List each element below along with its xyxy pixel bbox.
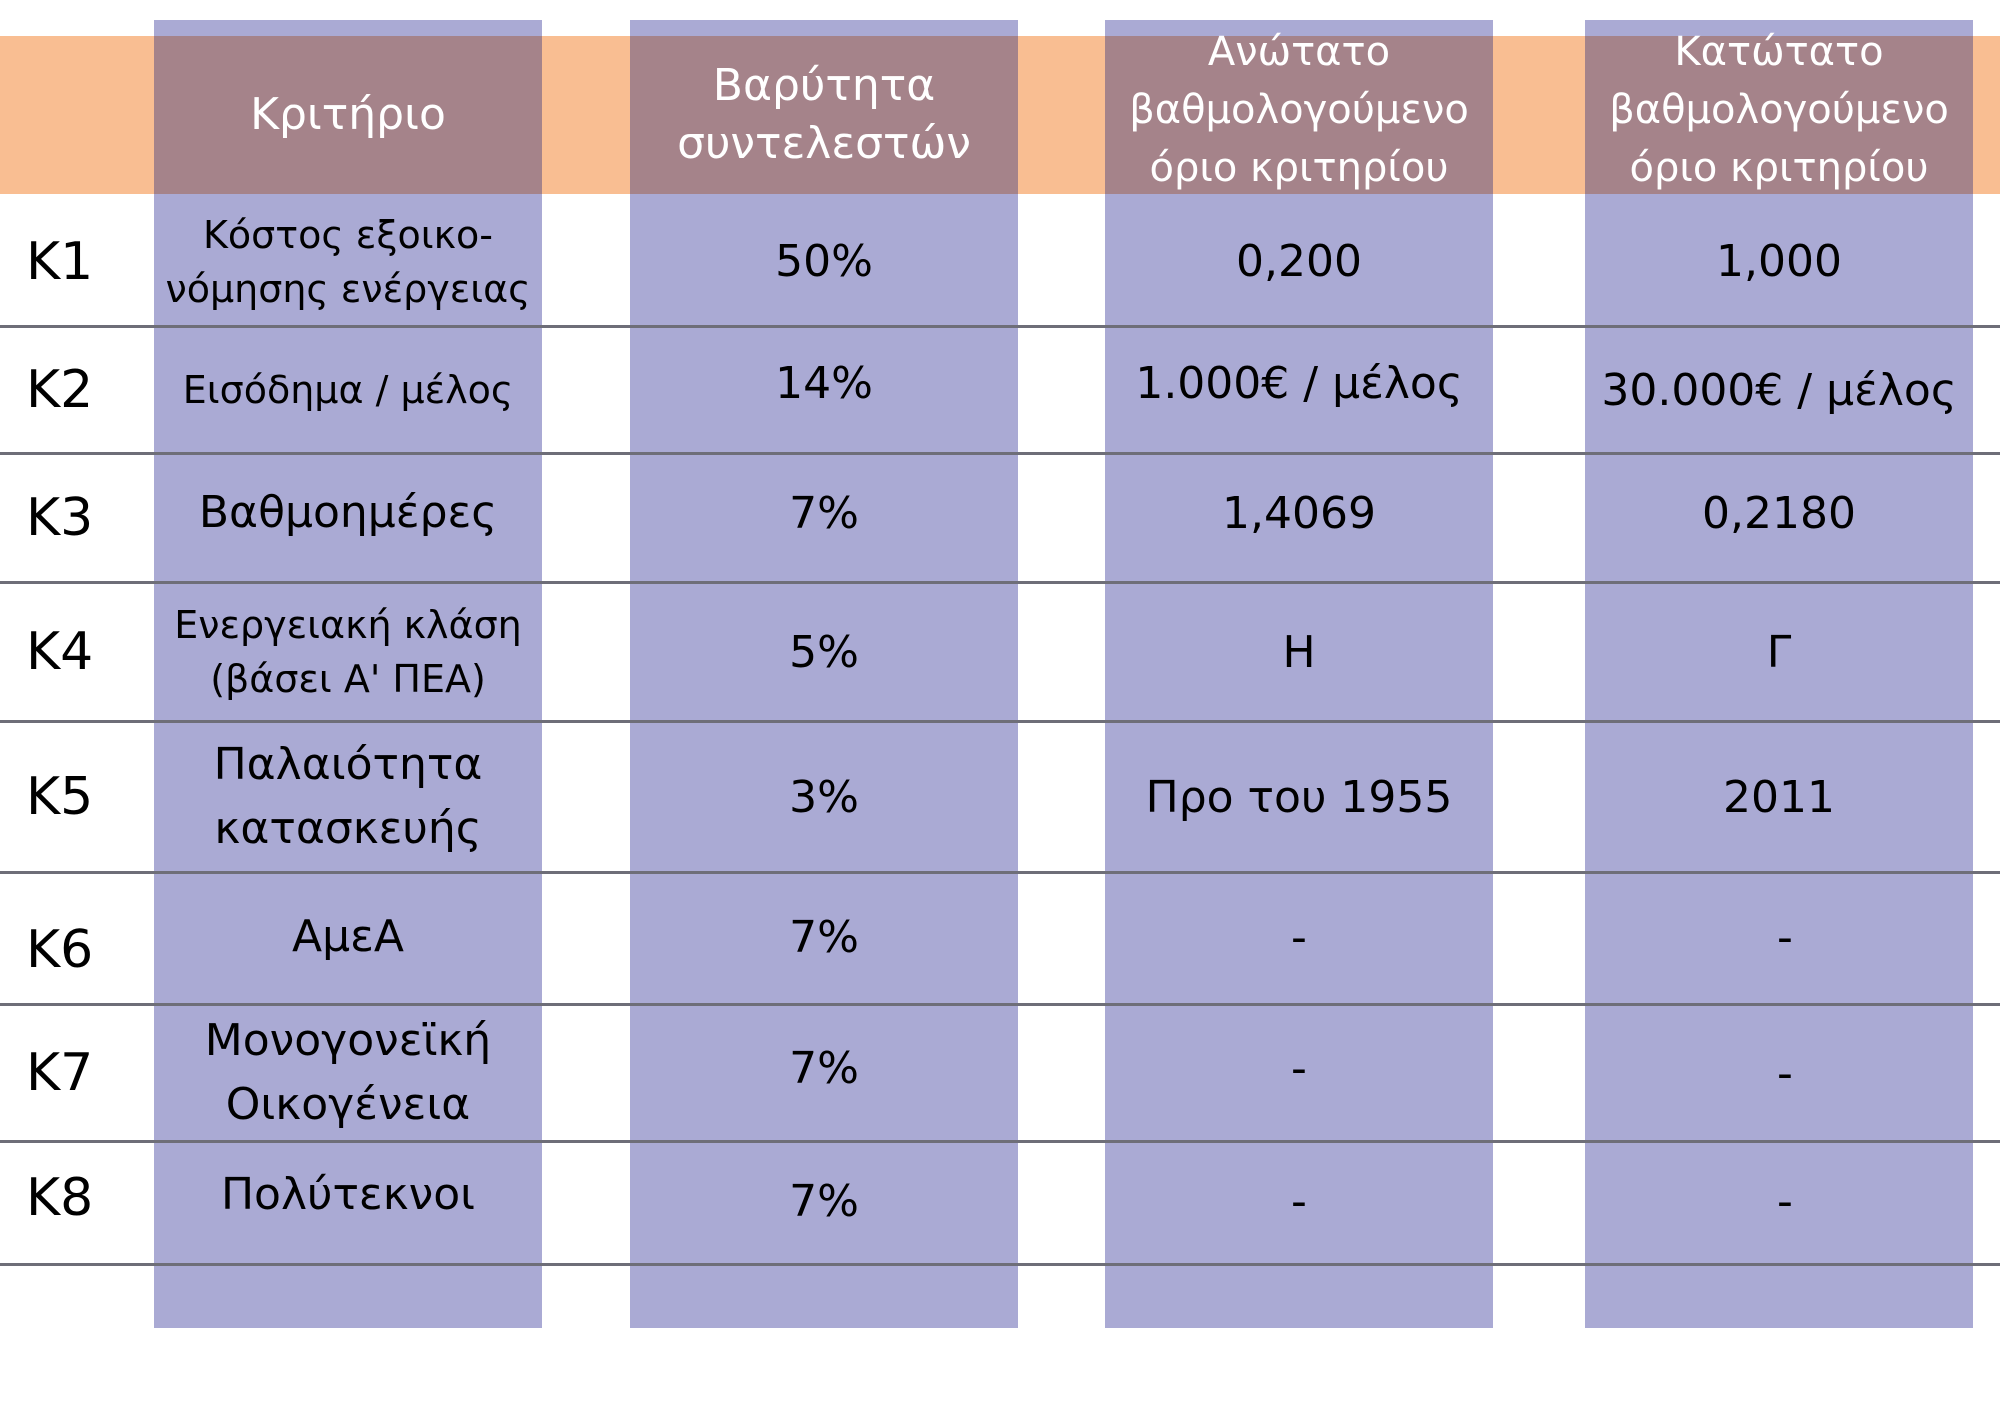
criterion-code: K7 [26, 1043, 94, 1103]
criterion-name: Παλαιότητα κατασκευής [213, 739, 483, 854]
lower-limit-value: 1,000 [1716, 236, 1842, 287]
criterion-weight: 5% [789, 626, 859, 678]
criterion-code: K6 [26, 920, 94, 980]
row-divider [0, 1263, 2000, 1266]
lower-limit-value: - [1777, 1175, 1793, 1227]
criterion-code: K8 [26, 1168, 94, 1228]
criterion-name: Ενεργειακή κλάση (βάσει Α' ΠΕΑ) [174, 603, 522, 701]
upper-limit-value: - [1291, 1175, 1307, 1227]
criterion-weight: 7% [789, 1175, 859, 1227]
upper-limit-value: 0,200 [1236, 236, 1362, 287]
criterion-name: ΑμεΑ [292, 911, 404, 962]
criterion-weight: 50% [775, 236, 873, 287]
criterion-name: Εισόδημα / μέλος [182, 368, 514, 412]
criterion-name: Μονογονεϊκή Οικογένεια [204, 1015, 492, 1130]
criterion-weight: 14% [775, 357, 873, 409]
lower-limit-value: - [1777, 1047, 1793, 1099]
lower-limit-header: Κατώτατο βαθμολογούμενο όριο κριτηρίου [1609, 29, 1949, 191]
lower-limit-value: 2011 [1723, 771, 1835, 823]
lower-limit-value: Γ [1766, 626, 1792, 678]
criterion-code: K4 [26, 622, 94, 682]
weight-header: Βαρύτητα συντελεστών [677, 60, 971, 169]
criterion-name: Κόστος εξοικο-νόμησης ενέργειας [165, 212, 531, 311]
upper-limit-value: Προ του 1955 [1145, 771, 1453, 823]
upper-limit-header: Ανώτατο βαθμολογούμενο όριο κριτηρίου [1129, 29, 1469, 191]
criterion-name: Βαθμοημέρες [198, 487, 498, 538]
upper-limit-value: 1,4069 [1222, 487, 1376, 539]
criterion-code: K5 [26, 767, 94, 827]
criterion-header: Κριτήριο [250, 89, 446, 140]
criterion-code: K1 [26, 231, 94, 292]
upper-limit-value: 1.000€ / μέλος [1135, 357, 1463, 409]
criterion-weight: 7% [789, 1042, 859, 1094]
criterion-weight: 7% [789, 487, 859, 539]
upper-limit-value: - [1291, 1042, 1307, 1094]
criterion-weight: 3% [789, 771, 859, 823]
criterion-weight: 7% [789, 911, 859, 963]
criterion-name: Πολύτεκνοι [220, 1169, 476, 1220]
criterion-code: K3 [26, 488, 94, 548]
lower-limit-value: 30.000€ / μέλος [1601, 364, 1957, 416]
criterion-code: K2 [26, 360, 94, 420]
lower-limit-value: 0,2180 [1702, 487, 1856, 539]
upper-limit-value: - [1291, 911, 1307, 963]
lower-limit-value: - [1777, 911, 1793, 963]
upper-limit-value: Η [1282, 626, 1316, 678]
